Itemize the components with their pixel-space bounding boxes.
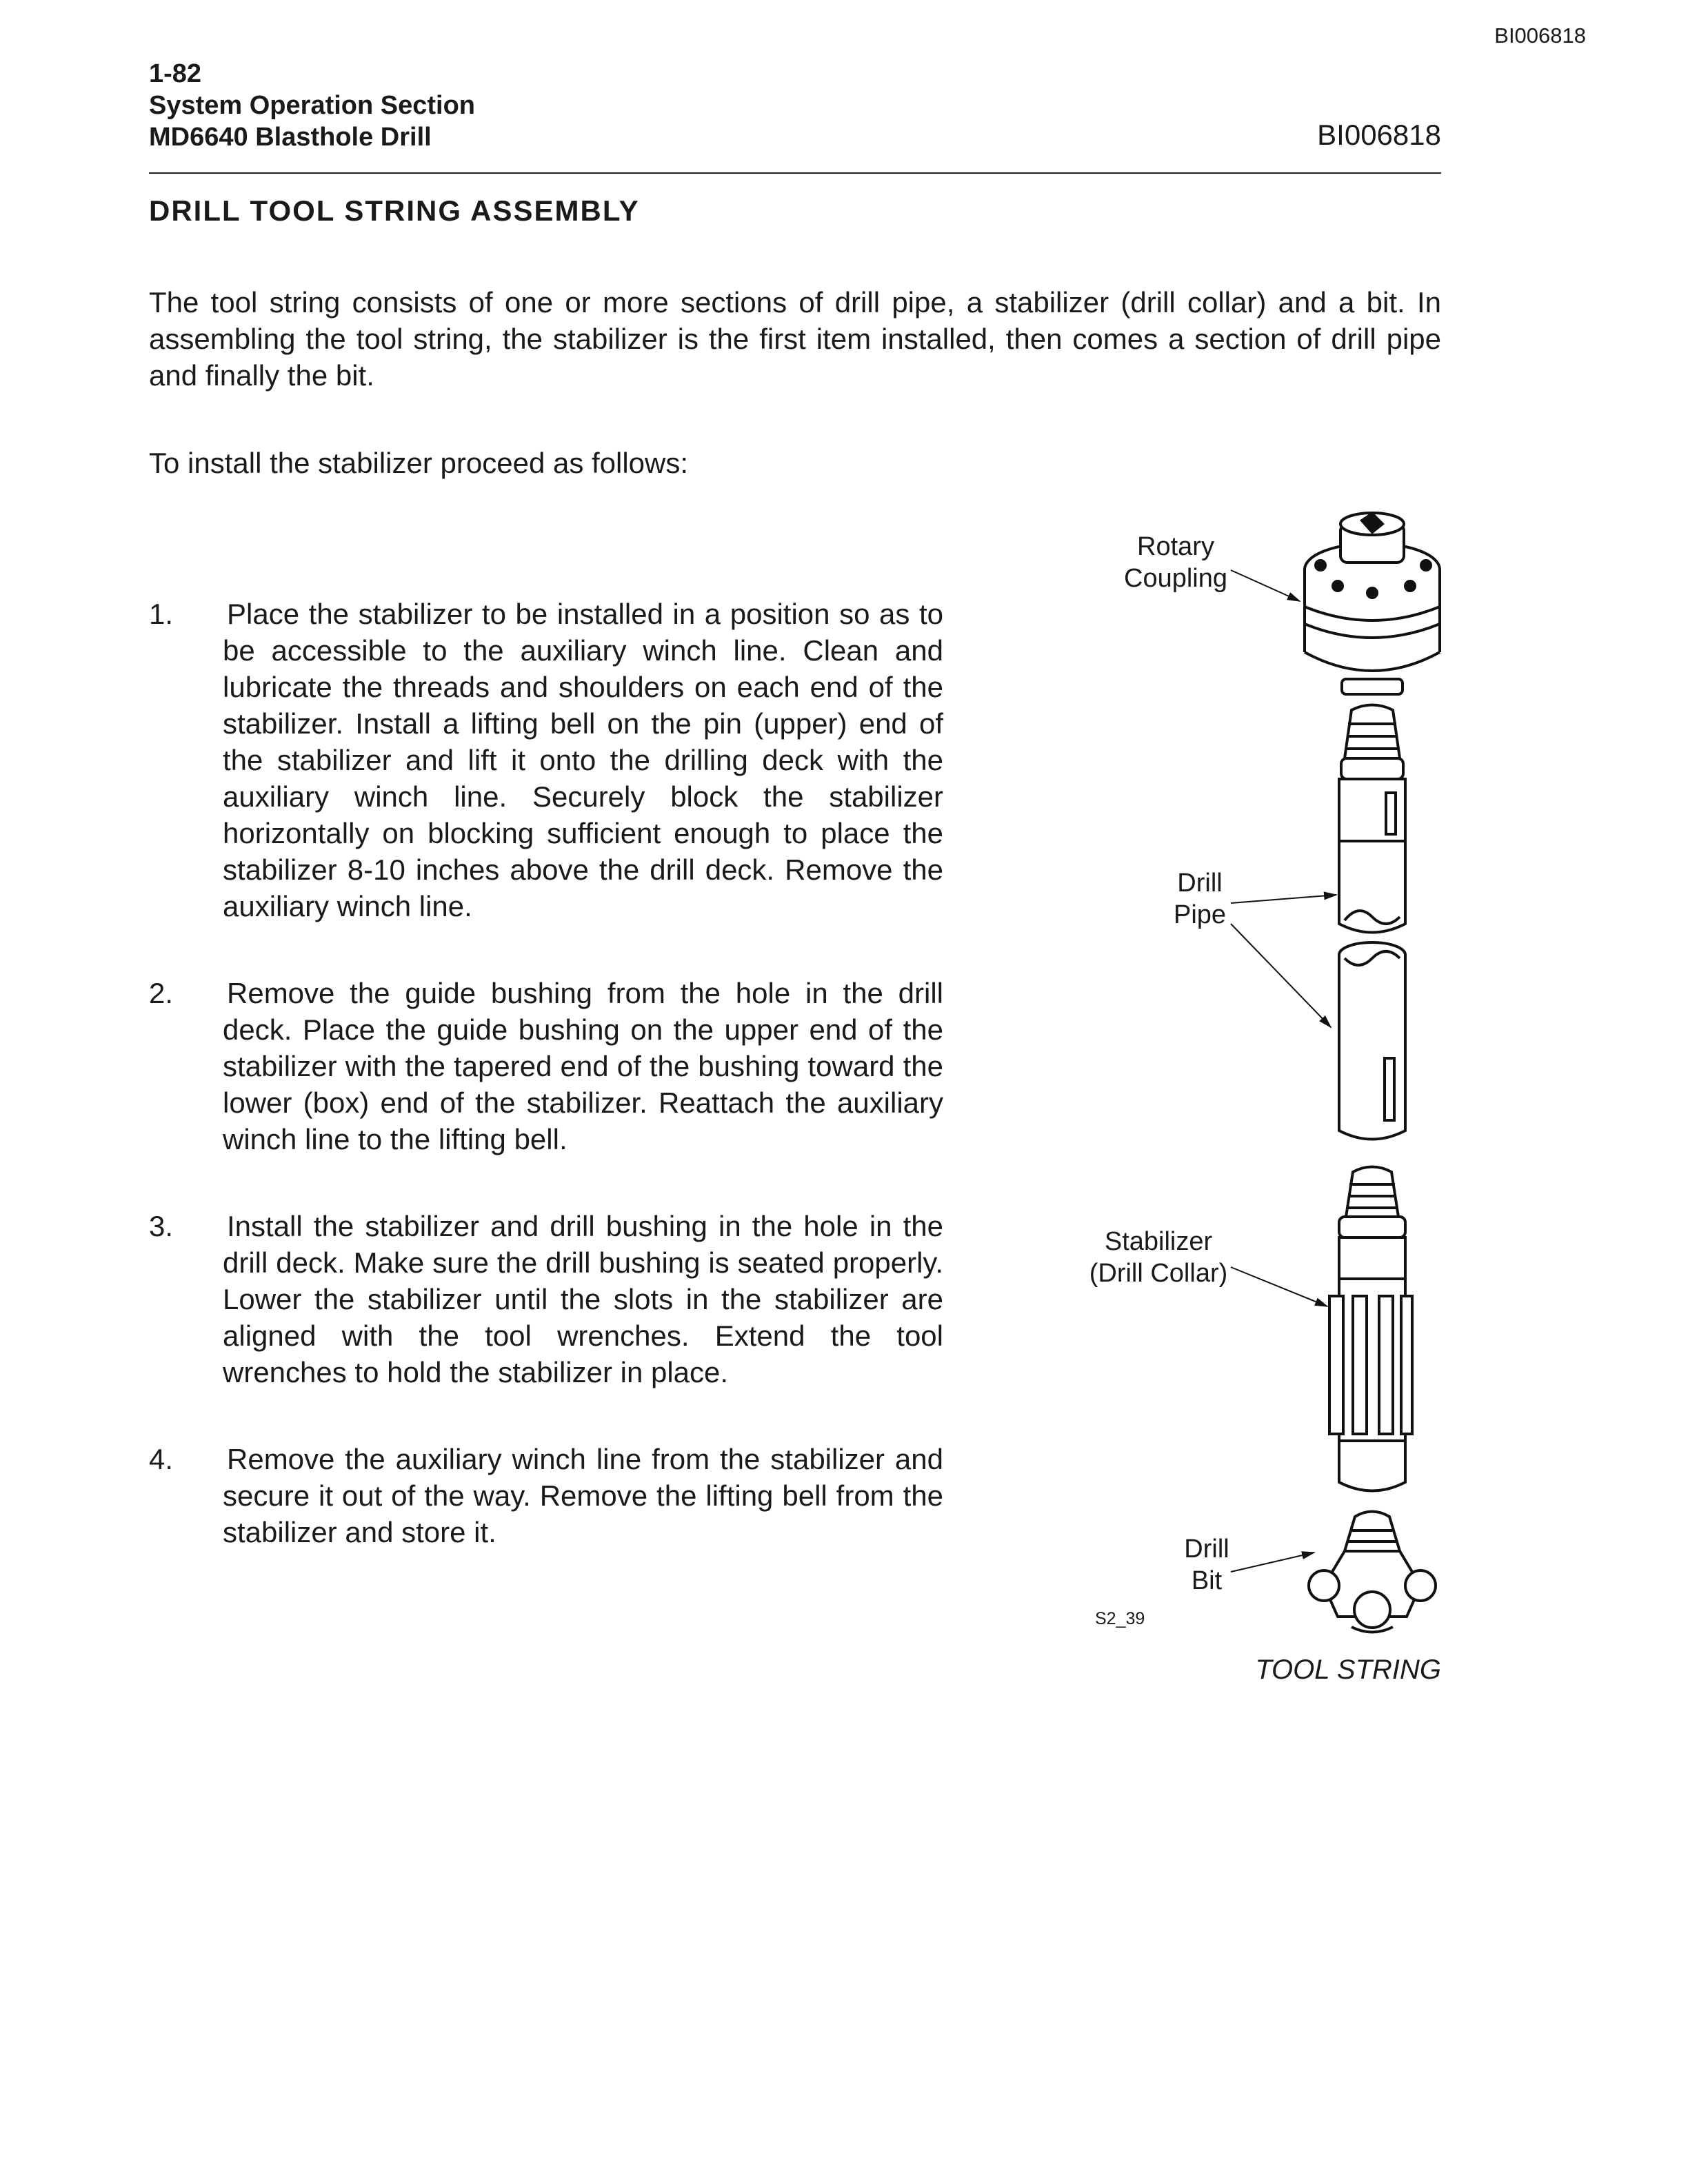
label-stabilizer-1: Stabilizer [1104, 1227, 1213, 1256]
drill-bit-icon [1309, 1512, 1436, 1632]
step-text: Install the stabilizer and drill bushing in the hole in the drill deck. Make sure the drill bushing is seated properly. Lower the stabilizer until the slots in the stabilizer are aligned with the tool wrenches. Extend the tool wrenches to hold the stabilizer in place. [223, 1210, 943, 1388]
label-coupling: Coupling [1124, 564, 1227, 593]
step-number: 2. [149, 977, 174, 1009]
label-drill-pipe-2: Pipe [1173, 900, 1227, 929]
page-number: 1-82 [149, 59, 202, 88]
figure-caption: TOOL STRING [1255, 1655, 1441, 1685]
step-text: Place the stabilizer to be installed in a position so as to be accessible to the auxiliary winch line. Clean and lubricate the threads and shoulders on each end of the stabilizer. Install a lifting bell on the pin (upper) end of the stabilizer and lift it onto the drilling deck with the auxiliary winch line. Securely block the stabilizer horizontally on blocking sufficient enough to place the stabilizer 8-10 inches above the drill deck. Remove the auxiliary winch line. [223, 598, 943, 922]
step-number: 1. [149, 598, 174, 630]
drill-pipe-upper-icon [1339, 705, 1405, 933]
label-drill-bit-1: Drill [1184, 1535, 1229, 1564]
corner-document-id: BI006818 [1494, 23, 1586, 48]
stabilizer-icon [1329, 1167, 1412, 1491]
header-document-id: BI006818 [1317, 119, 1441, 151]
step-text: Remove the guide bushing from the hole in the drill deck. Place the guide bushing on the upper end of the stabilizer with the tapered end of the bushing toward the lower (box) end of the stabilizer. Reattach the auxiliary winch line to the lifting bell. [223, 977, 943, 1155]
intro-paragraph: The tool string consists of one or more sections of drill pipe, a stabilizer (drill collar) and a bit. In assembling the tool string, the stabilizer is the first item installed, then comes a section of drill pipe and finally the bit. [149, 286, 1441, 392]
section-name: System Operation Section [149, 91, 476, 120]
stabilizer-leader [1231, 1267, 1327, 1306]
step-number: 3. [149, 1210, 174, 1242]
model-name: MD6640 Blasthole Drill [149, 123, 432, 152]
rotary-coupling-icon [1305, 513, 1440, 694]
drill-pipe-leader-lower [1231, 924, 1331, 1027]
step-text: Remove the auxiliary winch line from the stabilizer and secure it out of the way. Remove the lifting bell from the stabilizer and store it. [223, 1443, 943, 1548]
drill-pipe-lower-icon [1339, 942, 1405, 1140]
step-number: 4. [149, 1443, 174, 1475]
section-title: DRILL TOOL STRING ASSEMBLY [149, 194, 640, 227]
lead-in-paragraph: To install the stabilizer proceed as follows: [149, 447, 689, 479]
figure-id: S2_39 [1095, 1609, 1145, 1628]
label-drill-pipe-1: Drill [1177, 869, 1223, 898]
label-stabilizer-2: (Drill Collar) [1089, 1259, 1228, 1288]
label-rotary: Rotary [1137, 532, 1214, 561]
label-drill-bit-2: Bit [1191, 1566, 1223, 1595]
